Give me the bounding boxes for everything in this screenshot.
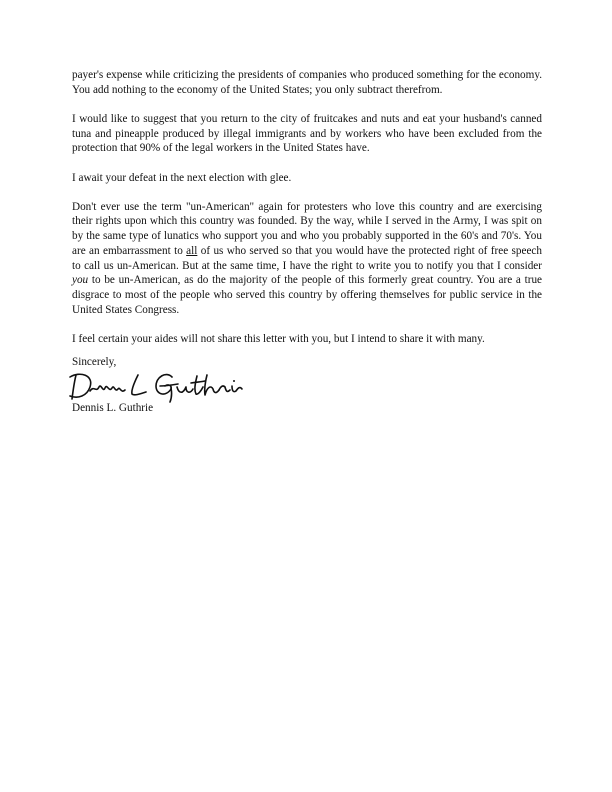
letter-paragraph — [72, 171, 542, 186]
paragraph-text: to be un-American, as do the majority of the people of this formerly great country. You are a true disgrace to most of the people who served this country by offering themselves for public service in the United States Congress. — [72, 274, 542, 316]
underlined-word: all — [186, 244, 198, 257]
paragraph-text: I await your defeat in the next election with glee. — [72, 171, 292, 184]
paragraph-text: I feel certain your aides will not share this letter with you, but I intend to share it with many. — [72, 332, 485, 345]
letter-paragraph — [72, 200, 542, 318]
italic-word: you — [72, 274, 89, 287]
letter-paragraph — [72, 332, 542, 347]
paragraph-text: I would like to suggest that you return to the city of fruitcakes and nuts and eat your husband's canned tuna and pineapple produced by illegal immigrants and by workers who have been excluded from the protection that 90% of the legal workers in the United States have. — [72, 112, 542, 155]
closing-line: Sincerely, — [72, 355, 117, 368]
letter-paragraph — [72, 112, 542, 156]
letter-paragraph — [72, 68, 542, 97]
paragraph-text: Don't ever use the term "un-American" again for protesters who love this country and are exercising their rights upon which this country was founded. By the way, while I served in the Army, I was spit on by the same type of lunatics who support you and who you probably supported in the 60's and 70's. You are an embarrassment to — [72, 200, 542, 257]
paragraph-text: of us who served so that you would have the protected right of free speech to call us un-American. But at the same time, I have the right to write you to notify you that I consider — [72, 244, 542, 272]
handwritten-signature — [68, 369, 258, 403]
letter-body — [72, 68, 542, 347]
signer-name: Dennis L. Guthrie — [72, 402, 154, 415]
letter-page — [72, 68, 542, 416]
paragraph-text: payer's expense while criticizing the presidents of companies who produced something for the economy. You add nothing to the economy of the United States; you only subtract therefrom. — [72, 69, 542, 96]
